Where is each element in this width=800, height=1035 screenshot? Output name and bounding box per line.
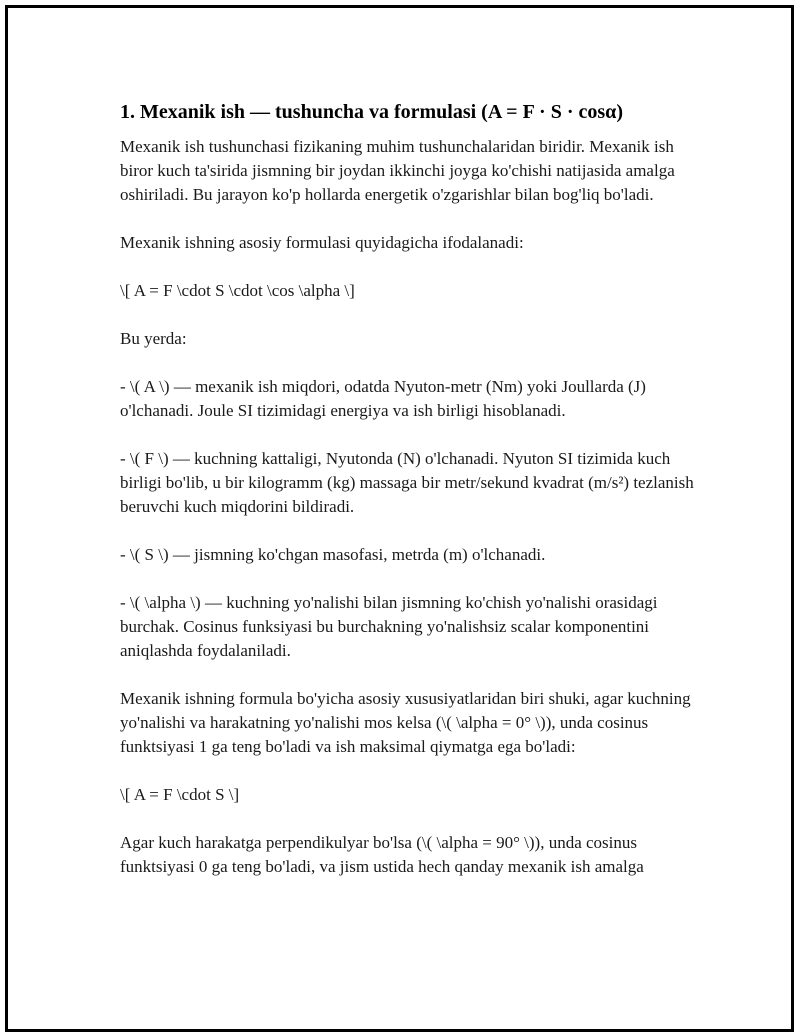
definition-alpha: - \( \alpha \) — kuchning yo'nalishi bilan jismning ko'chish yo'nalishi orasidagi burchak. Cosinus funksiyasi bu burchakning yo'nalishsiz scalar komponentini aniqlashda foydalaniladi. (120, 593, 658, 660)
definition-f: - \( F \) — kuchning kattaligi, Nyutonda (N) o'lchanadi. Nyuton SI tizimida kuch birligi bo'lib, u bir kilogramm (kg) massaga bir metr/sekund kvadrat (m/s²) tezlanish beruvchi kuch miqdorini bildiradi. (120, 449, 694, 516)
section-title: 1. Mexanik ish — tushuncha va formulasi (A = F · S · cosα) (120, 101, 623, 123)
simplified-formula: \[ A = F \cdot S \] (120, 785, 240, 804)
document-body (120, 99, 710, 903)
formula-intro-paragraph: Mexanik ishning asosiy formulasi quyidagicha ifodalanadi: (120, 233, 524, 252)
max-work-paragraph: Mexanik ishning formula bo'yicha asosiy xususiyatlaridan biri shuki, agar kuchning yo'nalishi va harakatning yo'nalishi mos kelsa (\( \alpha = 0° \)), unda cosinus funktsiyasi 1 ga teng bo'ladi va ish maksimal qiymatga ega bo'ladi: (120, 689, 691, 756)
work-formula: \[ A = F \cdot S \cdot \cos \alpha \] (120, 281, 355, 300)
intro-paragraph: Mexanik ish tushunchasi fizikaning muhim tushunchalaridan biridir. Mexanik ish biror kuch ta'sirida jismning bir joydan ikkinchi joyga ko'chishi natijasida amalga oshiriladi. Bu jarayon ko'p hollarda energetik o'zgarishlar bilan bog'liq bo'ladi. (120, 137, 675, 204)
perpendicular-paragraph: Agar kuch harakatga perpendikulyar bo'lsa (\( \alpha = 90° \)), unda cosinus funktsiyasi 0 ga teng bo'ladi, va jism ustida hech qanday mexanik ish amalga (120, 833, 644, 876)
definition-s: - \( S \) — jismning ko'chgan masofasi, metrda (m) o'lchanadi. (120, 545, 546, 564)
document-page (5, 5, 794, 1032)
where-label: Bu yerda: (120, 329, 187, 348)
definition-a: - \( A \) — mexanik ish miqdori, odatda Nyuton-metr (Nm) yoki Joullarda (J) o'lchanadi. Joule SI tizimidagi energiya va ish birligi hisoblanadi. (120, 377, 646, 420)
